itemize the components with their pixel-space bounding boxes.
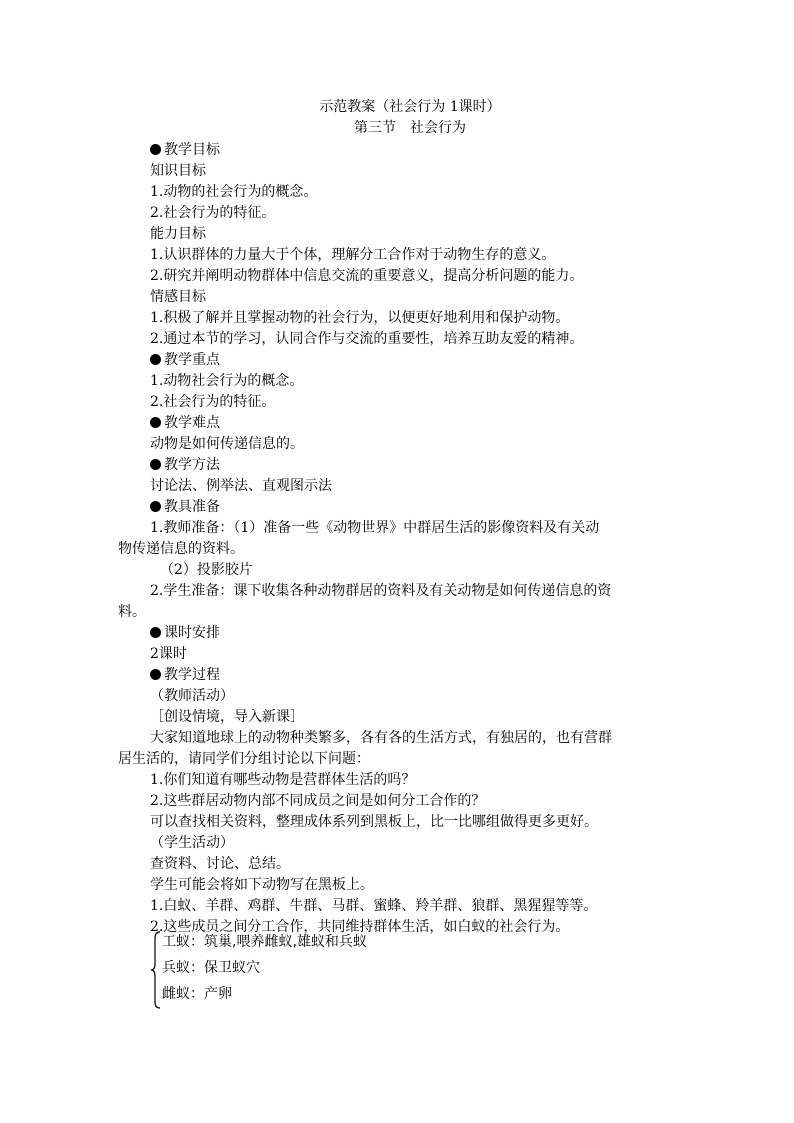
brace-item-soldier-ant: 兵蚁：保卫蚁穴 — [162, 960, 260, 976]
bullet-icon — [150, 354, 161, 365]
text-line: 1.动物的社会行为的概念。 — [150, 184, 318, 200]
text-line: 1.你们知道有哪些动物是营群体生活的吗？ — [150, 772, 416, 788]
text-line: 1.动物社会行为的概念。 — [150, 373, 304, 389]
heading-teaching-goals: 教学目标 — [150, 140, 220, 160]
termite-roles-brace — [150, 930, 410, 1010]
text-line: （学生活动） — [150, 835, 234, 851]
text-line: 能力目标 — [150, 226, 206, 242]
text-line: 居生活的，请同学们分组讨论以下问题： — [118, 751, 370, 767]
heading-methods: 教学方法 — [150, 455, 220, 475]
text-line: 1.积极了解并且掌握动物的社会行为，以便更好地利用和保护动物。 — [150, 310, 570, 326]
text-line: 2.学生准备：课下收集各种动物群居的资料及有关动物是如何传递信息的资 — [150, 583, 612, 599]
text-line: （2）投影胶片 — [160, 562, 253, 578]
text-line: 大家知道地球上的动物种类繁多，各有各的生活方式，有独居的，也有营群 — [150, 730, 612, 746]
bullet-icon — [150, 144, 161, 155]
heading-process: 教学过程 — [150, 665, 220, 685]
text-line: 2.社会行为的特征。 — [150, 394, 276, 410]
text-line: 可以查找相关资料，整理成体系列到黑板上，比一比哪组做得更多更好。 — [150, 814, 598, 830]
text-line: 查资料、讨论、总结。 — [150, 856, 290, 872]
text-line: 学生可能会将如下动物写在黑板上。 — [150, 877, 374, 893]
bullet-icon — [150, 669, 161, 680]
heading-key-points: 教学重点 — [150, 350, 220, 370]
text-line: 2课时 — [150, 646, 187, 662]
text-line: 料。 — [118, 604, 146, 620]
text-line: （教师活动） — [150, 688, 234, 704]
text-line: 1.教师准备：（1）准备一些《动物世界》中群居生活的影像资料及有关动 — [150, 520, 600, 536]
bullet-icon — [150, 627, 161, 638]
bullet-icon — [150, 459, 161, 470]
text-line: 2.研究并阐明动物群体中信息交流的重要意义，提高分析问题的能力。 — [150, 268, 584, 284]
document-title: 示范教案（社会行为 1课时） — [319, 99, 501, 115]
text-line: 讨论法、例举法、直观图示法 — [150, 478, 332, 494]
heading-difficulties: 教学难点 — [150, 413, 220, 433]
text-line: 动物是如何传递信息的。 — [150, 436, 304, 452]
text-line: 2.社会行为的特征。 — [150, 205, 276, 221]
brace-icon — [150, 930, 162, 1010]
brace-item-queen-ant: 雌蚁：产卵 — [162, 986, 232, 1002]
text-line: 1.白蚁、羊群、鸡群、牛群、马群、蜜蜂、羚羊群、狼群、黑猩猩等等。 — [150, 898, 598, 914]
text-line: ［创设情境，导入新课］ — [150, 709, 304, 725]
text-line: 2.这些群居动物内部不同成员之间是如何分工合作的？ — [150, 793, 486, 809]
bullet-icon — [150, 417, 161, 428]
text-line: 2.通过本节的学习，认同合作与交流的重要性，培养互助友爱的精神。 — [150, 331, 584, 347]
text-line: 1.认识群体的力量大于个体，理解分工合作对于动物生存的意义。 — [150, 247, 556, 263]
brace-item-worker-ant: 工蚁：筑巢,喂养雌蚁,雄蚁和兵蚁 — [162, 934, 367, 950]
bullet-icon — [150, 501, 161, 512]
text-line: 情感目标 — [150, 289, 206, 305]
heading-schedule: 课时安排 — [150, 623, 220, 643]
heading-teaching-aids: 教具准备 — [150, 497, 220, 517]
section-heading: 第三节 社会行为 — [354, 120, 466, 136]
text-line: 物传递信息的资料。 — [118, 541, 244, 557]
text-line: 知识目标 — [150, 163, 206, 179]
text-line: 2.这些成员之间分工合作，共同维持群体生活，如白蚁的社会行为。 — [150, 919, 570, 935]
